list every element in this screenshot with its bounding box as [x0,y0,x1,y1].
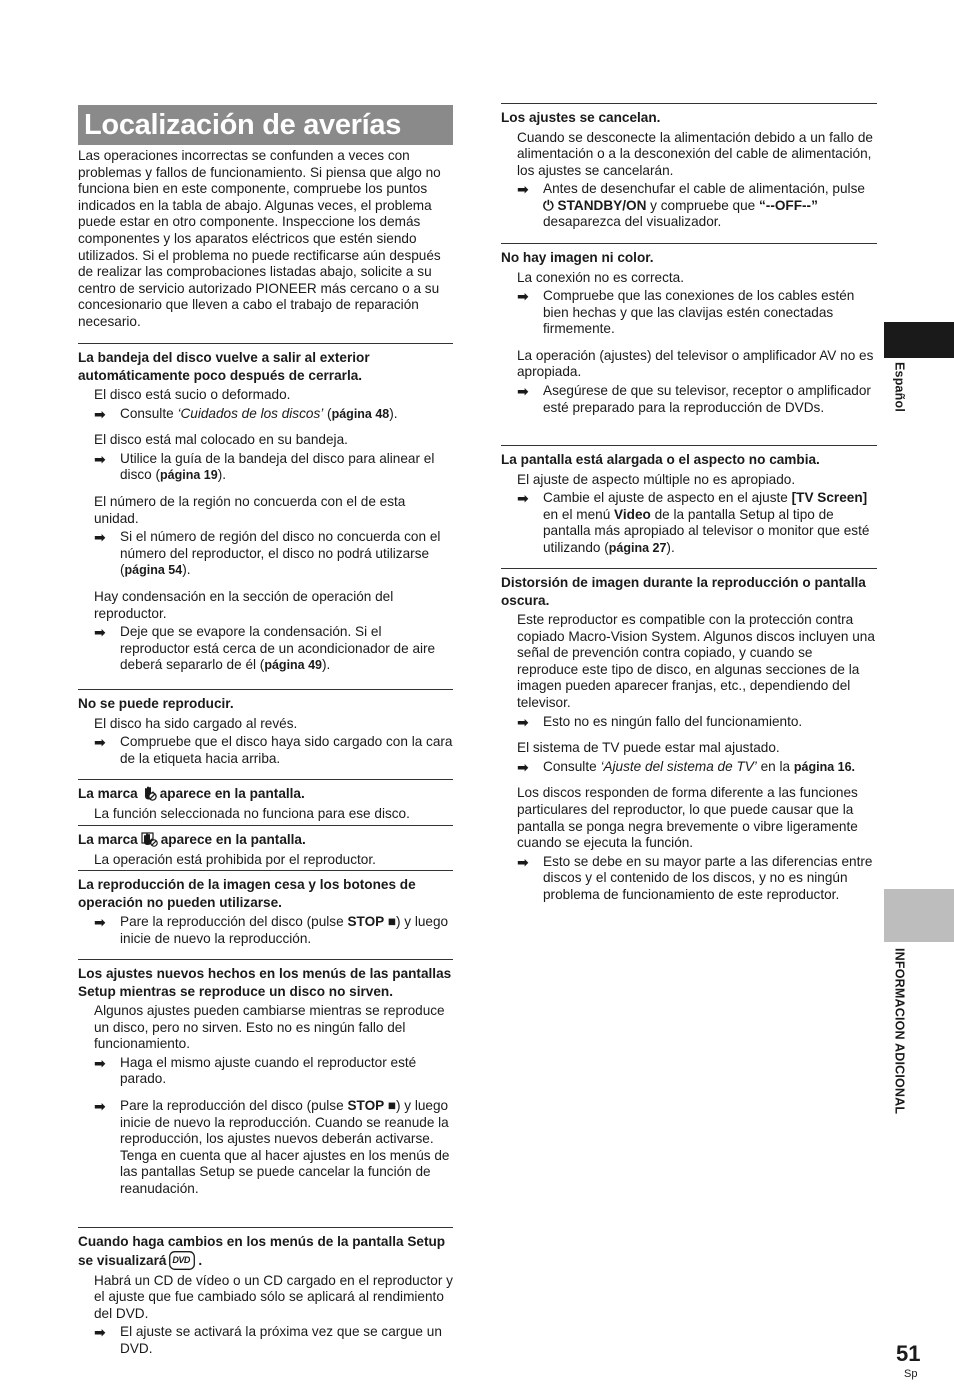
section-heading: La reproducción de la imagen cesa y los botones de operación no pueden utilizarse. [78,877,416,910]
dvd-icon [169,1251,195,1270]
arrow-icon: ➡ [94,624,106,641]
cause-text: El ajuste de aspecto múltiple no es apropiado. [517,471,796,487]
section-heading: La marca aparece en la pantalla. [78,832,306,847]
cause-text: El disco está sucio o deformado. [94,387,291,402]
section-label: INFORMACION ADICIONAL [892,948,907,1115]
solution-item: ➡ Deje que se evapore la condensación. Si el reproductor está cerca de un acondicionador de aire deberá separarlo de él (página 49). [94,624,436,673]
page-reference: página 54 [124,563,183,578]
section-tray-ejects [78,343,453,674]
section-heading: La pantalla está alargada o el aspecto no cambia. [501,452,820,467]
solution-item: ➡ Consulte ‘Ajuste del sistema de TV’ en la página 16. [517,758,856,775]
arrow-icon: ➡ [94,1324,106,1341]
cause-text: El disco está mal colocado en su bandeja. [94,432,348,448]
section-dvd-icon [78,1227,453,1357]
hand-disc-prohibited-icon [141,831,158,847]
arrow-icon: ➡ [517,490,529,507]
page-reference: página 19 [160,468,218,483]
solution-item: ➡ Utilice la guía de la bandeja del disco para alinear el disco (página 19). [94,450,435,483]
arrow-icon: ➡ [94,405,106,422]
section-playback-stops [78,870,453,947]
arrow-icon: ➡ [94,529,106,546]
solution-item: ➡ Haga el mismo ajuste cuando el reproductor esté parado. [94,1054,417,1087]
solution-item: ➡ Pare la reproducción del disco (pulse STOP ■) y luego inicie de nuevo la reproducción. Cuando se reanude la reproducción, los ajustes nuevos deberán activarse. Tenga en cuenta que al hacer ajustes en los menús de las pantallas Setup se puede cancelar la función de reanudación. [94,1097,450,1196]
language-label: Español [892,362,907,413]
section-heading: Distorsión de imagen durante la reproducción o pantalla oscura. [501,575,866,608]
section-heading: Cuando haga cambios en los menús de la pantalla Setup se visualizará DVD . [78,1234,446,1268]
section-heading: No hay imagen ni color. [501,250,654,265]
arrow-icon: ➡ [94,450,106,467]
section-image-distortion [501,568,877,904]
cause-text: La función seleccionada no funciona para ese disco. [94,805,410,821]
cause-text: Los discos responden de forma diferente a las funciones particulares del reproductor, lo que puede causar que la pantalla se ponga negra brevemente o vibre ligeramente cuando se ejecuta la función. [517,785,858,851]
arrow-icon: ➡ [517,181,529,198]
arrow-icon: ➡ [517,853,529,870]
solution-item: ➡ Pare la reproducción del disco (pulse STOP ■) y luego inicie de nuevo la reproducción. [94,914,449,946]
solution-item: ➡ Antes de desenchufar el cable de alimentación, pulse ⏻ STANDBY/ON y compruebe que “--OFF--” desaparezca del visualizador. [517,181,865,230]
arrow-icon: ➡ [517,758,529,775]
solution-item: ➡ Asegúrese de que su televisor, receptor o amplificador esté preparado para la reproducción de DVDs. [517,383,871,415]
cause-text: La conexión no es correcta. [517,269,685,285]
language-tab-marker [884,322,954,358]
hand-prohibited-icon [141,785,157,801]
arrow-icon: ➡ [94,914,106,930]
arrow-icon: ➡ [517,713,529,730]
cause-text: El sistema de TV puede estar mal ajustado. [517,740,780,756]
cause-text: Algunos ajustes pueden cambiarse mientras se reproduce un disco, pero no sirven. Esto no es ningún fallo del funcionamiento. [94,1003,445,1052]
section-heading: Los ajustes nuevos hechos en los menús de las pantallas Setup mientras se reproduce un disco no sirven. [78,966,452,999]
section-screen-stretched [501,445,877,556]
page-reference: página 48 [331,406,390,421]
section-mark-function [78,779,453,824]
title-bar [78,105,453,145]
solution-item: ➡ Consulte ‘Cuidados de los discos’ (página 48). [94,405,398,422]
solution-item: ➡ Compruebe que las conexiones de los cables estén bien hechas y que las clavijas estén conectadas firmemente. [517,288,855,337]
cause-text: El disco ha sido cargado al revés. [94,715,298,731]
cause-text: La operación está prohibida por el reproductor. [94,851,376,867]
section-cannot-play [78,689,453,767]
section-no-image [501,243,877,416]
section-heading: La bandeja del disco vuelve a salir al exterior automáticamente poco después de cerrarla. [78,350,370,383]
cause-text: Cuando se desconecte la alimentación debido a un fallo de alimentación o a la desconexión del cable de alimentación, los ajustes se cancelarán. [517,129,873,178]
arrow-icon: ➡ [517,383,529,400]
solution-item: ➡ Cambie el ajuste de aspecto en el ajuste [TV Screen] en el menú Video de la pantalla Setup al tipo de pantalla más apropiado al televisor o monitor que esté utilizando (página 27). [517,490,870,555]
section-mark-prohibited [78,825,453,870]
dvd-icon-label: DVD [172,1254,190,1265]
section-heading: Los ajustes se cancelan. [501,110,661,125]
solution-item: ➡ Esto se debe en su mayor parte a las diferencias entre discos y el contenido de los discos, y no es ningún problema de funcionamiento de este reproductor. [517,853,873,902]
page-reference: página 16 [793,759,852,774]
section-tab-marker [884,889,954,942]
arrow-icon: ➡ [94,734,106,751]
cause-text: Habrá un CD de vídeo o un CD cargado en el reproductor y el ajuste que fue cambiado sólo se aplicará al rendimiento del DVD. [94,1272,453,1321]
solution-item: ➡ Esto no es ningún fallo del funcionamiento. [517,713,803,730]
cause-text: La operación (ajustes) del televisor o amplificador AV no es apropiada. [517,347,874,380]
cause-text: Hay condensación en la sección de operación del reproductor. [94,588,394,621]
section-settings-cancelled [501,103,877,231]
page-language-code: Sp [904,1368,918,1380]
page-reference: página 49 [264,658,323,673]
arrow-icon: ➡ [94,1054,106,1071]
section-heading: La marca aparece en la pantalla. [78,786,305,801]
solution-item: ➡ Compruebe que el disco haya sido cargado con la cara de la etiqueta hacia arriba. [94,734,453,766]
section-heading: No se puede reproducir. [78,696,234,711]
intro-paragraph: Las operaciones incorrectas se confunden a veces con problemas y fallos de funcionamiento. Si piensa que algo no funciona bien en este componente, compruebe los puntos indicados en la tabla de abajo. Algunas veces, el problema puede estar en otro componente. Inspeccione los demás componentes y los aparatos eléctricos que estén siendo utilizados. Si el problema no puede rectificarse aún después de realizar las comprobaciones listadas abajo, solicite a su centro de servicio autorizado PIONEER más cercano o a su concesionario que lleven a cabo el trabajo de reparación necesario. [78,148,441,329]
cause-text: El número de la región no concuerda con el de esta unidad. [94,493,406,526]
section-setup-not-working [78,959,453,1198]
arrow-icon: ➡ [517,288,529,305]
page-title: Localización de averías [84,109,402,141]
arrow-icon: ➡ [94,1097,106,1114]
solution-item: ➡ Si el número de región del disco no concuerda con el número del reproductor, el disco no podrá utilizarse (página 54). [94,529,441,578]
page-reference: página 27 [608,540,667,555]
page-number: 51 [896,1341,921,1366]
solution-item: ➡ El ajuste se activará la próxima vez que se cargue un DVD. [94,1324,442,1356]
cause-text: Este reproductor es compatible con la protección contra copiado Macro-Vision System. Algunos discos incluyen una señal de prevención contra copiado, y cuando se reproduce este tipo de disco, en algunas secciones de la imagen pueden aparecer franjas, etc., dependiendo del televisor. [517,612,875,710]
